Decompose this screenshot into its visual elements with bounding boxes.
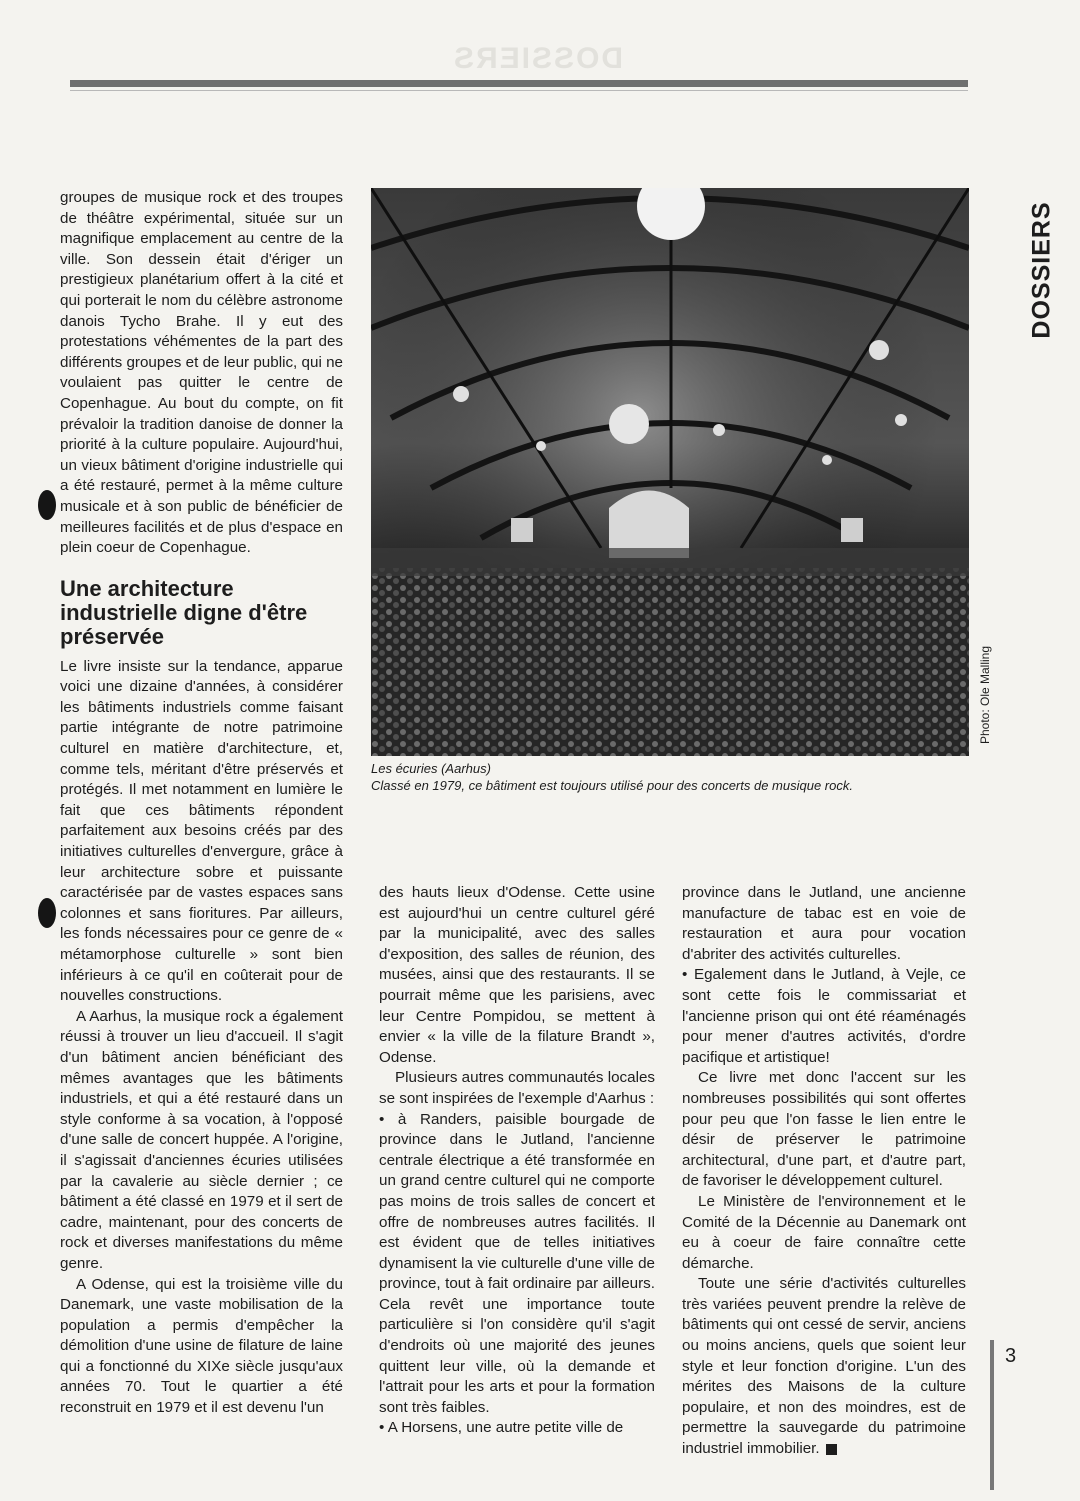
photo-caption: [371, 760, 931, 794]
paragraph: Ce livre met donc l'accent sur les nombreuses possibilités qui sont offertes pour peu que l'on fasse le lien entre le désir de préserver le patrimoine architectural, d'une part, et d'autre part, de favoriser le développement culturel.: [682, 1069, 966, 1190]
caption-text: Classé en 1979, ce bâtiment est toujours utilisé pour des concerts de musique rock.: [371, 778, 853, 793]
top-rule: [70, 80, 968, 87]
paragraph: groupes de musique rock et des troupes de théâtre expérimental, située sur un magnifique emplacement au centre de la ville. Son dessein était d'ériger un prestigieux planétarium offert à la cité et qui porterait le nom du célèbre astronome danois Tycho Brahe. Il y eut des protestations véhémentes de la part des différents groupes et de leur public, qui ne voulaient pas quitter le centre de Copenhague. Au bout du compte, on fit prévaloir la tradition danoise de donner la priorité à la culture populaire. Aujourd'hui, un vieux bâtiment d'origine industrielle qui a été restauré, permet à la même culture musicale et à son public de bénéficier de meilleures facilités et de plus d'espace en plein coeur de Copenhague.: [60, 189, 343, 557]
paragraph: Le Ministère de l'environnement et le Comité de la Décennie au Danemark ont eu à coeur de faire connaître cette démarche.: [682, 1192, 966, 1272]
bullet-item: • A Horsens, une autre petite ville de: [379, 1418, 655, 1439]
photo-credit-text: Photo: Ole Malling: [978, 645, 992, 745]
column-3: [682, 883, 966, 1460]
punch-hole-icon: [38, 490, 56, 520]
top-rule-thin: [70, 90, 968, 91]
photo-credit: [972, 640, 998, 750]
bullet-item: • Egalement dans le Jutland, à Vejle, ce sont cette fois le commissariat et l'ancienne prison qui ont été réaménagés pour mener d'autres activités, d'ordre pacifique et artistique!: [682, 965, 966, 1068]
page-bar: [990, 1340, 994, 1490]
concert-hall-photo: [371, 188, 969, 756]
end-mark-icon: [826, 1444, 837, 1455]
paragraph: Le livre insiste sur la tendance, apparue voici une dizaine d'années, à considérer les bâtiments industriels comme faisant partie intégrante de notre patrimoine culturel en matière d'architecture, et, comme tels, méritant d'être préservés et protégés. Il met notamment en lumière le fait que ces bâtiments répondent parfaitement aux besoins créés par des initiatives culturelles d'envergure, grâce à leur architecture sobre et puissante caractérisée par de vastes espaces sans colonnes et sans fioritures. Par ailleurs, les fonds nécessaires pour ce genre de « métamorphose culturelle » sont bien inférieurs à ce qu'il en coûterait pour de nouvelles constructions.: [60, 657, 343, 1005]
paragraph: A Odense, qui est la troisième ville du Danemark, une vaste mobilisation de la population a permis d'empêcher la démolition d'une usine de filature de laine qui a fonctionné du XIXe siècle jusqu'aux années 70. Tout le quartier a été reconstruit en 1979 et il est devenu l'un: [60, 1275, 343, 1417]
paragraph-text: Toute une série d'activités culturelles très variées peuvent prendre la relève de bâtiments qui ont cessé de servir, anciens ou moins anciens, quels que soient leur style et leur fonction d'origine. L'un des mérites des Maisons de la culture populaire, et non des moindres, est de permettre la sauvegarde du patrimoine industriel immobilier.: [682, 1275, 966, 1458]
paragraph: province dans le Jutland, une ancienne manufacture de tabac est en voie de restauration et aura pour vocation d'abriter des activités culturelles.: [682, 884, 966, 963]
punch-hole-icon: [38, 898, 56, 928]
section-tab: [1022, 190, 1062, 350]
section-heading: Une architecture industrielle digne d'être préservée: [60, 575, 308, 649]
paragraph: des hauts lieux d'Odense. Cette usine est aujourd'hui un centre culturel géré par la municipalité, avec des salles d'exposition, des salles de réunion, des musées, ainsi que des restaurants. Il se pourrait même que les parisiens, avec leur Centre Pompidou, se mettent à envier « la ville de la filature Brandt », Odense.: [379, 884, 655, 1066]
paragraph: Plusieurs autres communautés locales se sont inspirées de l'exemple d'Aarhus :: [379, 1069, 655, 1107]
paragraph: A Aarhus, la musique rock a également réussi à trouver un lieu d'accueil. Il s'agit d'un bâtiment ancien bénéficiant des mêmes avantages que les bâtiments industriels, et qui a été restauré dans un style conforme à sa vocation, à l'opposé d'une salle de concert huppée. A l'origine, il s'agissait d'anciennes écuries utilisées par la cavalerie au siècle dernier ; ce bâtiment a été classé en 1979 et il sert de cadre, maintenant, pour des concerts de rock et diverses manifestations du même genre.: [60, 1007, 343, 1272]
caption-title: Les écuries (Aarhus): [371, 761, 491, 776]
page-number: 3: [1005, 1345, 1017, 1367]
column-2: [379, 883, 655, 1439]
paragraph: [682, 1274, 966, 1459]
bullet-item: • à Randers, paisible bourgade de province dans le Jutland, l'ancienne centrale électrique a été transformée en un grand centre culturel qui ne comporte pas moins de trois salles de concert et offre de nombreuses autres facilités. Il est évident que de telles initiatives dynamisent la vie culturelle d'une ville de province, tout à fait ordinaire par ailleurs. Cela revêt une importance toute particulière si l'on considère qu'il s'agit d'endroits où une majorité des jeunes quittent leur ville, où la demande et l'attrait pour les arts et pour la formation sont très faibles.: [379, 1110, 655, 1419]
section-tab-label: DOSSIERS: [1027, 201, 1056, 339]
column-1: [60, 188, 343, 1419]
mirrored-header-text: DOSSIERS: [452, 42, 624, 75]
